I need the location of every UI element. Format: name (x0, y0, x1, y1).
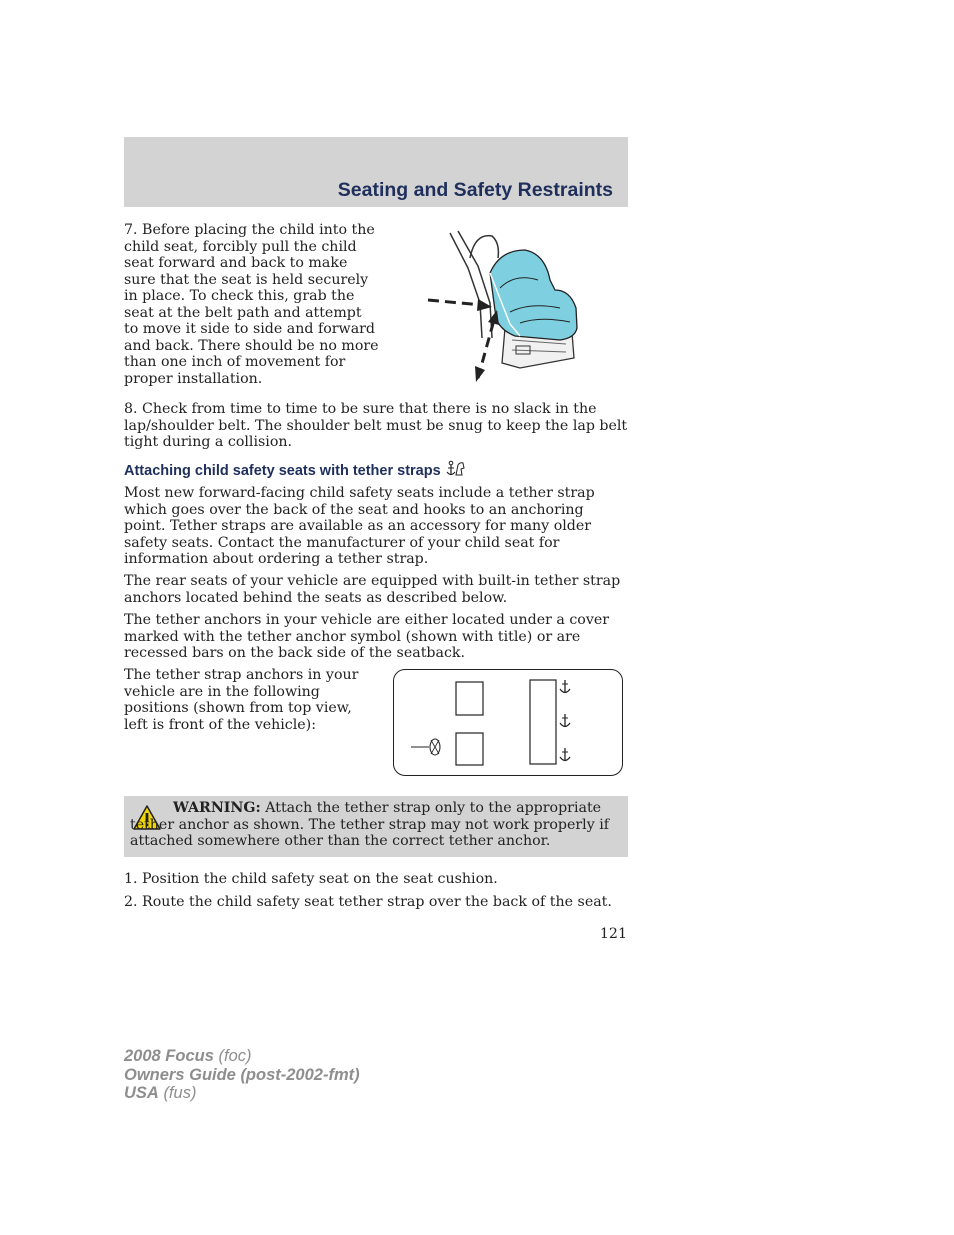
anchor-positions-paragraph: The tether strap anchors in your vehicle are in the following positions (shown from top view, left is front of the vehicle): (124, 667, 359, 733)
footer-line-1: 2008 Focus (foc) (124, 1047, 252, 1065)
footer-line-3: USA (fus) (124, 1084, 197, 1102)
warning-label: WARNING: (173, 800, 261, 816)
rear-seat (530, 680, 556, 764)
warning-box (124, 796, 628, 857)
tether-anchor-diagram (393, 669, 623, 776)
page-title: Seating and Safety Restraints (337, 179, 613, 201)
section-heading-text: Attaching child safety seats with tether straps (124, 463, 441, 479)
step-7-text: 7. Before placing the child into the child seat, forcibly pull the child seat forward and back to make sure that the seat is held securely in place. To check this, grab the seat at the belt path and attempt to move it side to side and forward and back. There should be no more than one inch of movement for proper installation. (124, 222, 379, 387)
step-8-text: 8. Check from time to time to be sure that there is no slack in the lap/shoulder belt. The shoulder belt must be snug to keep the lap belt tight during a collision. (124, 401, 628, 450)
front-right-seat (456, 682, 483, 715)
footer (124, 1047, 360, 1103)
steering-wheel-icon (411, 739, 440, 755)
step-1-text: 1. Position the child safety seat on the seat cushion. (124, 871, 498, 887)
warning-text (130, 800, 622, 850)
driver-seat (456, 733, 483, 765)
warning-body: Attach the tether strap only to the appropriate tether anchor as shown. The tether strap may not work properly if attached somewhere other than the correct tether anchor. (130, 800, 610, 849)
page-number: 121 (599, 926, 627, 942)
footer-line-2: Owners Guide (post-2002-fmt) (124, 1065, 360, 1084)
child-seat-illustration (420, 228, 585, 388)
section-heading (124, 460, 467, 479)
tether-anchor-icon (445, 460, 467, 478)
intro-paragraph: Most new forward-facing child safety seats include a tether strap which goes over the back of the seat and hooks to an anchoring point. Tether straps are available as an accessory for many older safety seats. Contact the manufacturer of your child seat for information about ordering a tether strap. (124, 485, 595, 567)
header-band (124, 137, 628, 207)
anchor-location-paragraph: The tether anchors in your vehicle are either located under a cover marked with the tether anchor symbol (shown with title) or are recessed bars on the back side of the seatback. (124, 612, 610, 661)
anchor-icon-bottom (560, 748, 570, 761)
anchor-icon-top (560, 680, 570, 693)
rear-seats-paragraph: The rear seats of your vehicle are equipped with built-in tether strap anchors located behind the seats as described below. (124, 573, 621, 606)
step-2-text: 2. Route the child safety seat tether strap over the back of the seat. (124, 894, 612, 910)
anchor-icon-middle (560, 714, 570, 727)
